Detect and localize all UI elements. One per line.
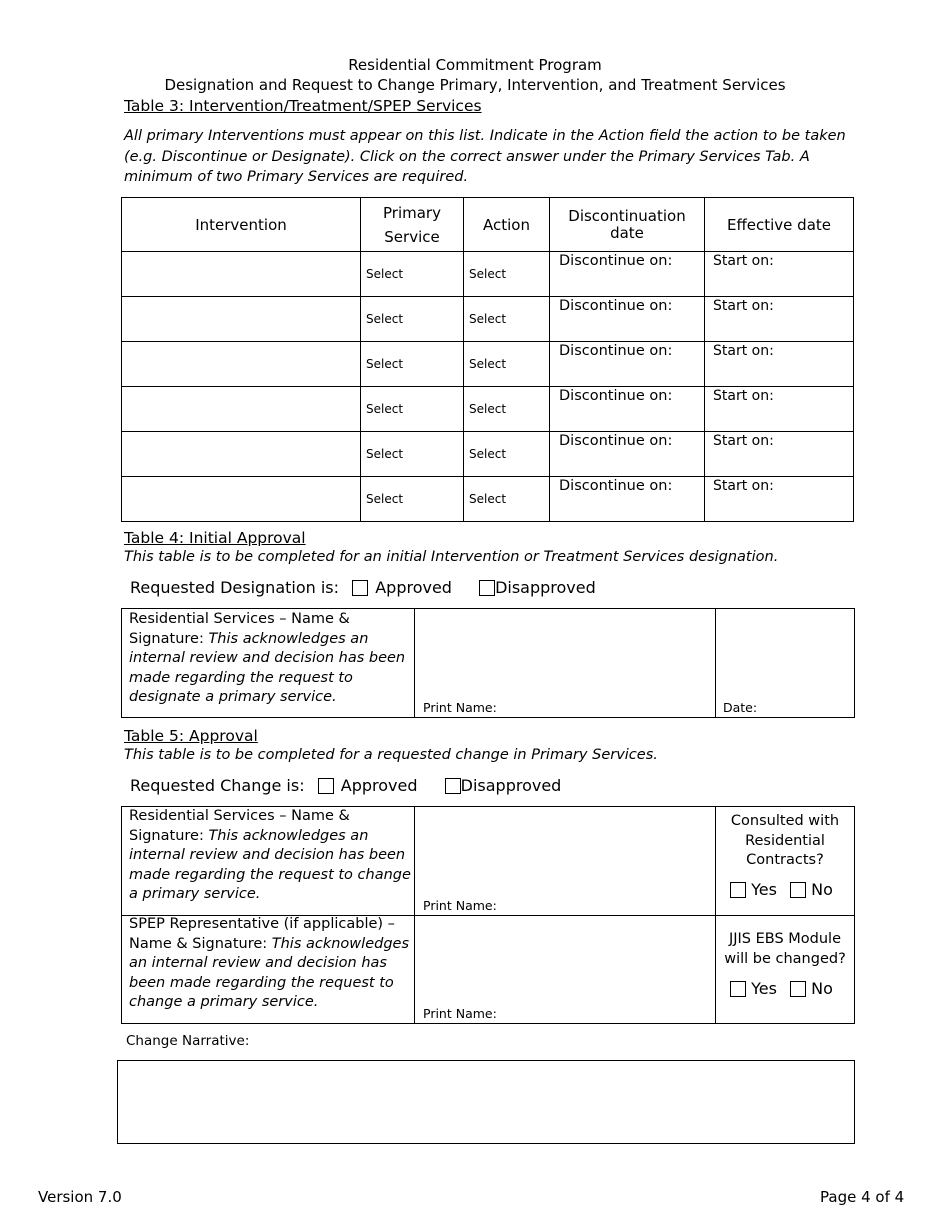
col-effective-date: Effective date: [705, 198, 854, 252]
designation-label: Requested Designation is:: [130, 578, 340, 597]
intervention-input[interactable]: [122, 342, 361, 387]
disapproved-label: Disapproved: [495, 578, 596, 597]
change-row: [130, 776, 561, 795]
jjis-yes-checkbox[interactable]: [730, 981, 746, 997]
primary-service-select[interactable]: Select: [361, 297, 464, 342]
residential-services-signature-label: Residential Services – Name & Signature: This acknowledges an internal review and decision has been made regarding the request to designate a primary service.: [129, 611, 406, 705]
action-select[interactable]: Select: [464, 387, 550, 432]
start-date-field[interactable]: Start on:: [705, 342, 854, 387]
consulted-no-label: No: [811, 880, 833, 899]
jjis-no-label: No: [811, 979, 833, 998]
services-table-header: [122, 198, 854, 252]
jjis-question: JJIS EBS Module will be changed?: [724, 931, 846, 967]
action-select[interactable]: Select: [464, 297, 550, 342]
consulted-yes-checkbox[interactable]: [730, 882, 746, 898]
table-row: [122, 477, 854, 522]
table4-subtitle: This table is to be completed for an initial Intervention or Treatment Services designation.: [124, 549, 779, 565]
discontinue-date-field[interactable]: Discontinue on:: [550, 252, 705, 297]
print-name-label: Print Name:: [423, 700, 497, 715]
jjis-yes-label: Yes: [751, 979, 777, 998]
start-date-field[interactable]: Start on:: [705, 477, 854, 522]
print-name-label: Print Name:: [423, 1006, 497, 1021]
discontinue-date-field[interactable]: Discontinue on:: [550, 432, 705, 477]
spep-representative-signature-label: SPEP Representative (if applicable) – Name & Signature: This acknowledges an internal review and decision has been made regarding the request to change a primary service.: [129, 916, 409, 1010]
change-approved-checkbox[interactable]: [318, 778, 334, 794]
intervention-input[interactable]: [122, 387, 361, 432]
intervention-input[interactable]: [122, 432, 361, 477]
table3-heading: Table 3: Intervention/Treatment/SPEP Services: [124, 97, 482, 115]
table-row: [122, 432, 854, 477]
discontinue-date-field[interactable]: Discontinue on:: [550, 342, 705, 387]
disapproved-checkbox[interactable]: [479, 580, 495, 596]
col-action: Action: [464, 198, 550, 252]
action-select[interactable]: Select: [464, 252, 550, 297]
intervention-input[interactable]: [122, 297, 361, 342]
discontinue-date-field[interactable]: Discontinue on:: [550, 477, 705, 522]
form-title: Designation and Request to Change Primary, Intervention, and Treatment Services: [164, 76, 786, 94]
table-row: [122, 297, 854, 342]
table5-heading: Table 5: Approval: [124, 727, 258, 745]
print-name-label: Print Name:: [423, 898, 497, 913]
col-discontinuation-date: Discontinuation date: [550, 198, 705, 252]
services-table: [121, 197, 854, 522]
table-row: [122, 387, 854, 432]
col-intervention: Intervention: [122, 198, 361, 252]
change-approved-label: Approved: [340, 776, 418, 795]
change-disapproved-label: Disapproved: [460, 776, 562, 795]
action-select[interactable]: Select: [464, 432, 550, 477]
change-label: Requested Change is:: [130, 776, 305, 795]
version-label: Version 7.0: [38, 1188, 122, 1206]
change-narrative-label: Change Narrative:: [126, 1033, 250, 1049]
table-row: [122, 252, 854, 297]
primary-service-select[interactable]: Select: [361, 477, 464, 522]
approved-label: Approved: [375, 578, 452, 597]
discontinue-date-field[interactable]: Discontinue on:: [550, 297, 705, 342]
date-label: Date:: [723, 700, 758, 715]
designation-row: [130, 578, 596, 597]
start-date-field[interactable]: Start on:: [705, 252, 854, 297]
change-disapproved-checkbox[interactable]: [445, 778, 461, 794]
start-date-field[interactable]: Start on:: [705, 432, 854, 477]
table-row: [122, 342, 854, 387]
table3-instructions: All primary Interventions must appear on this list. Indicate in the Action field the action to be taken (e.g. Discontinue or Designate). Click on the correct answer under the Primary Services Tab. A minimum of two Primary Services are required.: [124, 128, 846, 185]
col-primary-service: Primary Service: [361, 198, 464, 252]
start-date-field[interactable]: Start on:: [705, 387, 854, 432]
start-date-field[interactable]: Start on:: [705, 297, 854, 342]
change-narrative-input[interactable]: [117, 1060, 855, 1144]
discontinue-date-field[interactable]: Discontinue on:: [550, 387, 705, 432]
consulted-options: [730, 880, 833, 899]
program-title: Residential Commitment Program: [348, 56, 602, 74]
primary-service-select[interactable]: Select: [361, 432, 464, 477]
action-select[interactable]: Select: [464, 477, 550, 522]
consulted-no-checkbox[interactable]: [790, 882, 806, 898]
action-select[interactable]: Select: [464, 342, 550, 387]
intervention-input[interactable]: [122, 252, 361, 297]
intervention-input[interactable]: [122, 477, 361, 522]
consulted-question: Consulted with Residential Contracts?: [730, 813, 840, 868]
table5-subtitle: This table is to be completed for a requested change in Primary Services.: [124, 747, 658, 763]
residential-services-change-signature-label: Residential Services – Name & Signature: This acknowledges an internal review and decision has been made regarding the request to change a primary service.: [129, 808, 411, 902]
primary-service-select[interactable]: Select: [361, 387, 464, 432]
jjis-options: [730, 979, 833, 998]
consulted-yes-label: Yes: [751, 880, 777, 899]
page-number: Page 4 of 4: [820, 1188, 905, 1206]
primary-service-select[interactable]: Select: [361, 342, 464, 387]
table4-heading: Table 4: Initial Approval: [124, 529, 306, 547]
jjis-no-checkbox[interactable]: [790, 981, 806, 997]
approved-checkbox[interactable]: [352, 580, 368, 596]
primary-service-select[interactable]: Select: [361, 252, 464, 297]
